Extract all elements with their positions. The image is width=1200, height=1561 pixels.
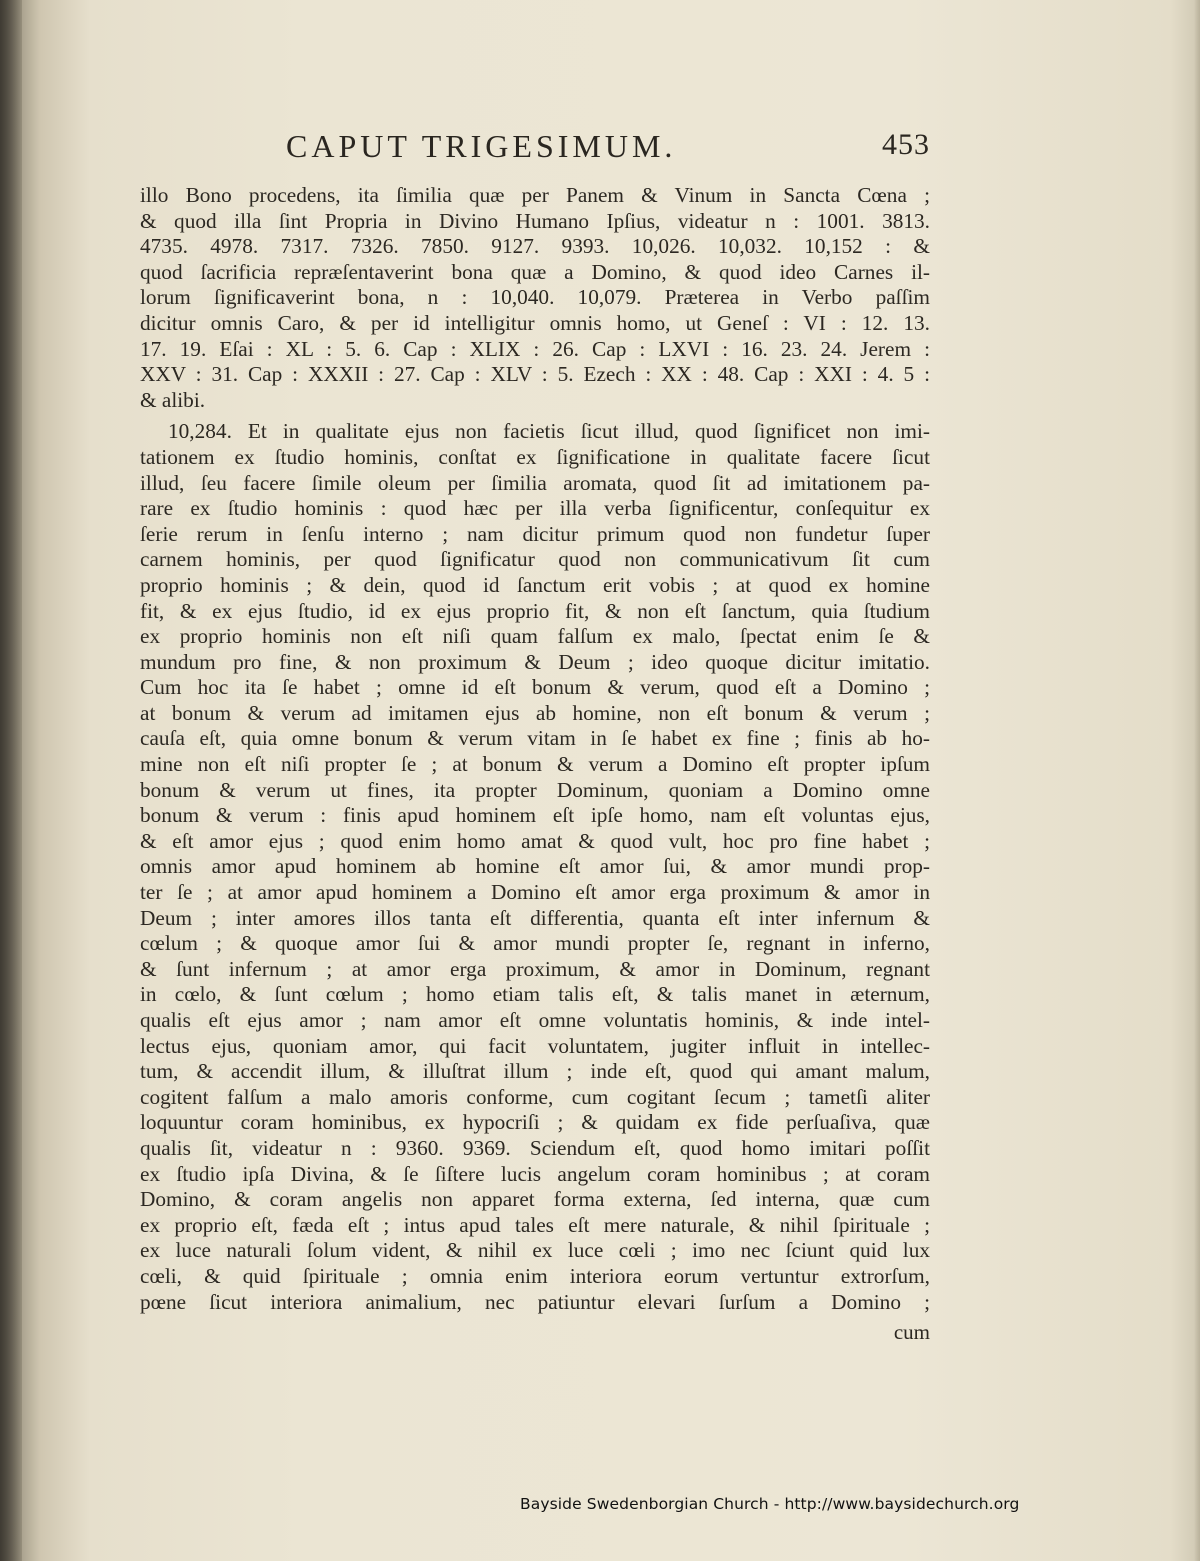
text-line: XXV : 31. Cap : XXXII : 27. Cap : XLV : 5. Ezech : XX : 48. Cap : XXI : 4. 5 : — [140, 362, 930, 387]
text-line: Deum ; inter amores illos tanta eſt differentia, quanta eſt inter infernum & — [140, 905, 930, 930]
text-line: quod ſacrificia repræſentaverint bona quæ a Domino, & quod ideo Carnes il- — [140, 259, 930, 284]
text-line: illud, ſeu facere ſimile oleum per ſimilia aromata, quod ſit ad imitationem pa- — [140, 470, 930, 495]
footer-watermark: Bayside Swedenborgian Church - http://www.baysidechurch.org — [520, 1495, 1020, 1513]
text-line: illo Bono procedens, ita ſimilia quæ per Panem & Vinum in Sancta Cœna ; — [140, 183, 930, 207]
text-line: mine non eſt niſi propter ſe ; at bonum & verum a Domino eſt propter ipſum — [140, 752, 930, 777]
text-line: mundum pro fine, & non proximum & Deum ; ideo quoque dicitur imitatio. — [140, 649, 930, 674]
page-edge — [1194, 0, 1200, 1561]
text-line: ex luce naturali ſolum vident, & nihil ex luce cœli ; imo nec ſciunt quid lux — [140, 1238, 930, 1263]
text-line: at bonum & verum ad imitamen ejus ab homine, non eſt bonum & verum ; — [140, 700, 930, 725]
text-line: & eſt amor ejus ; quod enim homo amat & quod vult, hoc pro fine habet ; — [140, 828, 930, 853]
text-line: qualis eſt ejus amor ; nam amor eſt omne voluntatis hominis, & inde intel- — [140, 1008, 930, 1032]
text-line: cœli, & quid ſpirituale ; omnia enim interiora eorum vertuntur extrorſum, — [140, 1263, 930, 1288]
text-line: dicitur omnis Caro, & per id intelligitur omnis homo, ut Geneſ : VI : 12. 13. — [140, 310, 930, 335]
running-title: CAPUT TRIGESIMUM. — [286, 128, 677, 164]
text-line: 10,284. Et in qualitate ejus non facietis ſicut illud, quod ſignificet non imi- — [168, 419, 930, 444]
book-gutter — [0, 0, 22, 1561]
text-line: Domino, & coram angelis non apparet forma externa, ſed interna, quæ cum — [140, 1187, 930, 1212]
text-line: bonum & verum : finis apud hominem eſt ipſe homo, nam eſt voluntas ejus, — [140, 803, 930, 828]
text-line: cœlum ; & quoque amor ſui & amor mundi propter ſe, regnant in inferno, — [140, 931, 930, 956]
text-line: ter ſe ; at amor apud hominem a Domino eſt amor erga proximum & amor in — [140, 880, 930, 905]
text-line: pœne ſicut interiora animalium, nec patiuntur elevari ſurſum a Domino ; — [140, 1289, 930, 1314]
text-line: ſerie rerum in ſenſu interno ; nam dicitur primum quod non fundetur ſuper — [140, 521, 930, 546]
catchword: cum — [893, 1320, 930, 1344]
text-line: Cum hoc ita ſe habet ; omne id eſt bonum & verum, quod eſt a Domino ; — [140, 675, 930, 700]
page-header — [140, 128, 930, 174]
text-line: ex ſtudio ipſa Divina, & ſe ſiſtere lucis angelum coram hominibus ; at coram — [140, 1161, 930, 1186]
text-line: proprio hominis ; & dein, quod id ſanctum erit vobis ; at quod ex homine — [140, 572, 930, 597]
text-line: lorum ſignificaverint bona, n : 10,040. 10,079. Præterea in Verbo paſſim — [140, 285, 930, 310]
text-line: 4735. 4978. 7317. 7326. 7850. 9127. 9393. 10,026. 10,032. 10,152 : & — [140, 234, 930, 259]
text-line: carnem hominis, per quod ſignificatur quod non communicativum ſit cum — [140, 547, 930, 572]
text-line: ex proprio hominis non eſt niſi quam falſum ex malo, ſpectat enim ſe & — [140, 624, 930, 649]
text-line: fit, & ex ejus ſtudio, id ex ejus proprio fit, & non eſt ſanctum, quia ſtudium — [140, 598, 930, 623]
text-line: in cœlo, & ſunt cœlum ; homo etiam talis eſt, & talis manet in æternum, — [140, 982, 930, 1007]
text-line: 17. 19. Eſai : XL : 5. 6. Cap : XLIX : 26. Cap : LXVI : 16. 23. 24. Jerem : — [140, 336, 930, 361]
text-line: tum, & accendit illum, & illuſtrat illum ; inde eſt, quod qui amant malum, — [140, 1059, 930, 1084]
text-line: & ſunt infernum ; at amor erga proximum, & amor in Dominum, regnant — [140, 956, 930, 981]
text-line: cogitent falſum a malo amoris conforme, cum cogitant ſecum ; tametſi aliter — [140, 1084, 930, 1109]
footer — [520, 1495, 1180, 1519]
text-line: ex proprio eſt, fæda eſt ; intus apud tales eſt mere naturale, & nihil ſpirituale ; — [140, 1212, 930, 1237]
text-line: cauſa eſt, quia omne bonum & verum vitam in ſe habet ex fine ; finis ab ho- — [140, 726, 930, 751]
text-line: rare ex ſtudio hominis : quod hæc per illa verba ſignificentur, conſequitur ex — [140, 496, 930, 521]
text-line: lectus ejus, quoniam amor, qui facit voluntatem, jugiter influit in intellec- — [140, 1033, 930, 1058]
text-line: loquuntur coram hominibus, ex hypocriſi ; & quidam ex fide perſuaſiva, quæ — [140, 1110, 930, 1135]
page-number: 453 — [882, 128, 930, 161]
text-line: & quod illa ſint Propria in Divino Humano Ipſius, videatur n : 1001. 3813. — [140, 208, 930, 233]
text-line: tationem ex ſtudio hominis, conſtat ex ſignificatione in qualitate facere ſicut — [140, 444, 930, 469]
text-line: & alibi. — [140, 387, 206, 412]
body-text — [140, 183, 930, 1315]
text-line: omnis amor apud hominem ab homine eſt amor ſui, & amor mundi prop- — [140, 854, 930, 879]
text-line: qualis ſit, videatur n : 9360. 9369. Sciendum eſt, quod homo imitari poſſit — [140, 1135, 930, 1160]
text-line: bonum & verum ut fines, ita propter Dominum, quoniam a Domino omne — [140, 777, 930, 802]
